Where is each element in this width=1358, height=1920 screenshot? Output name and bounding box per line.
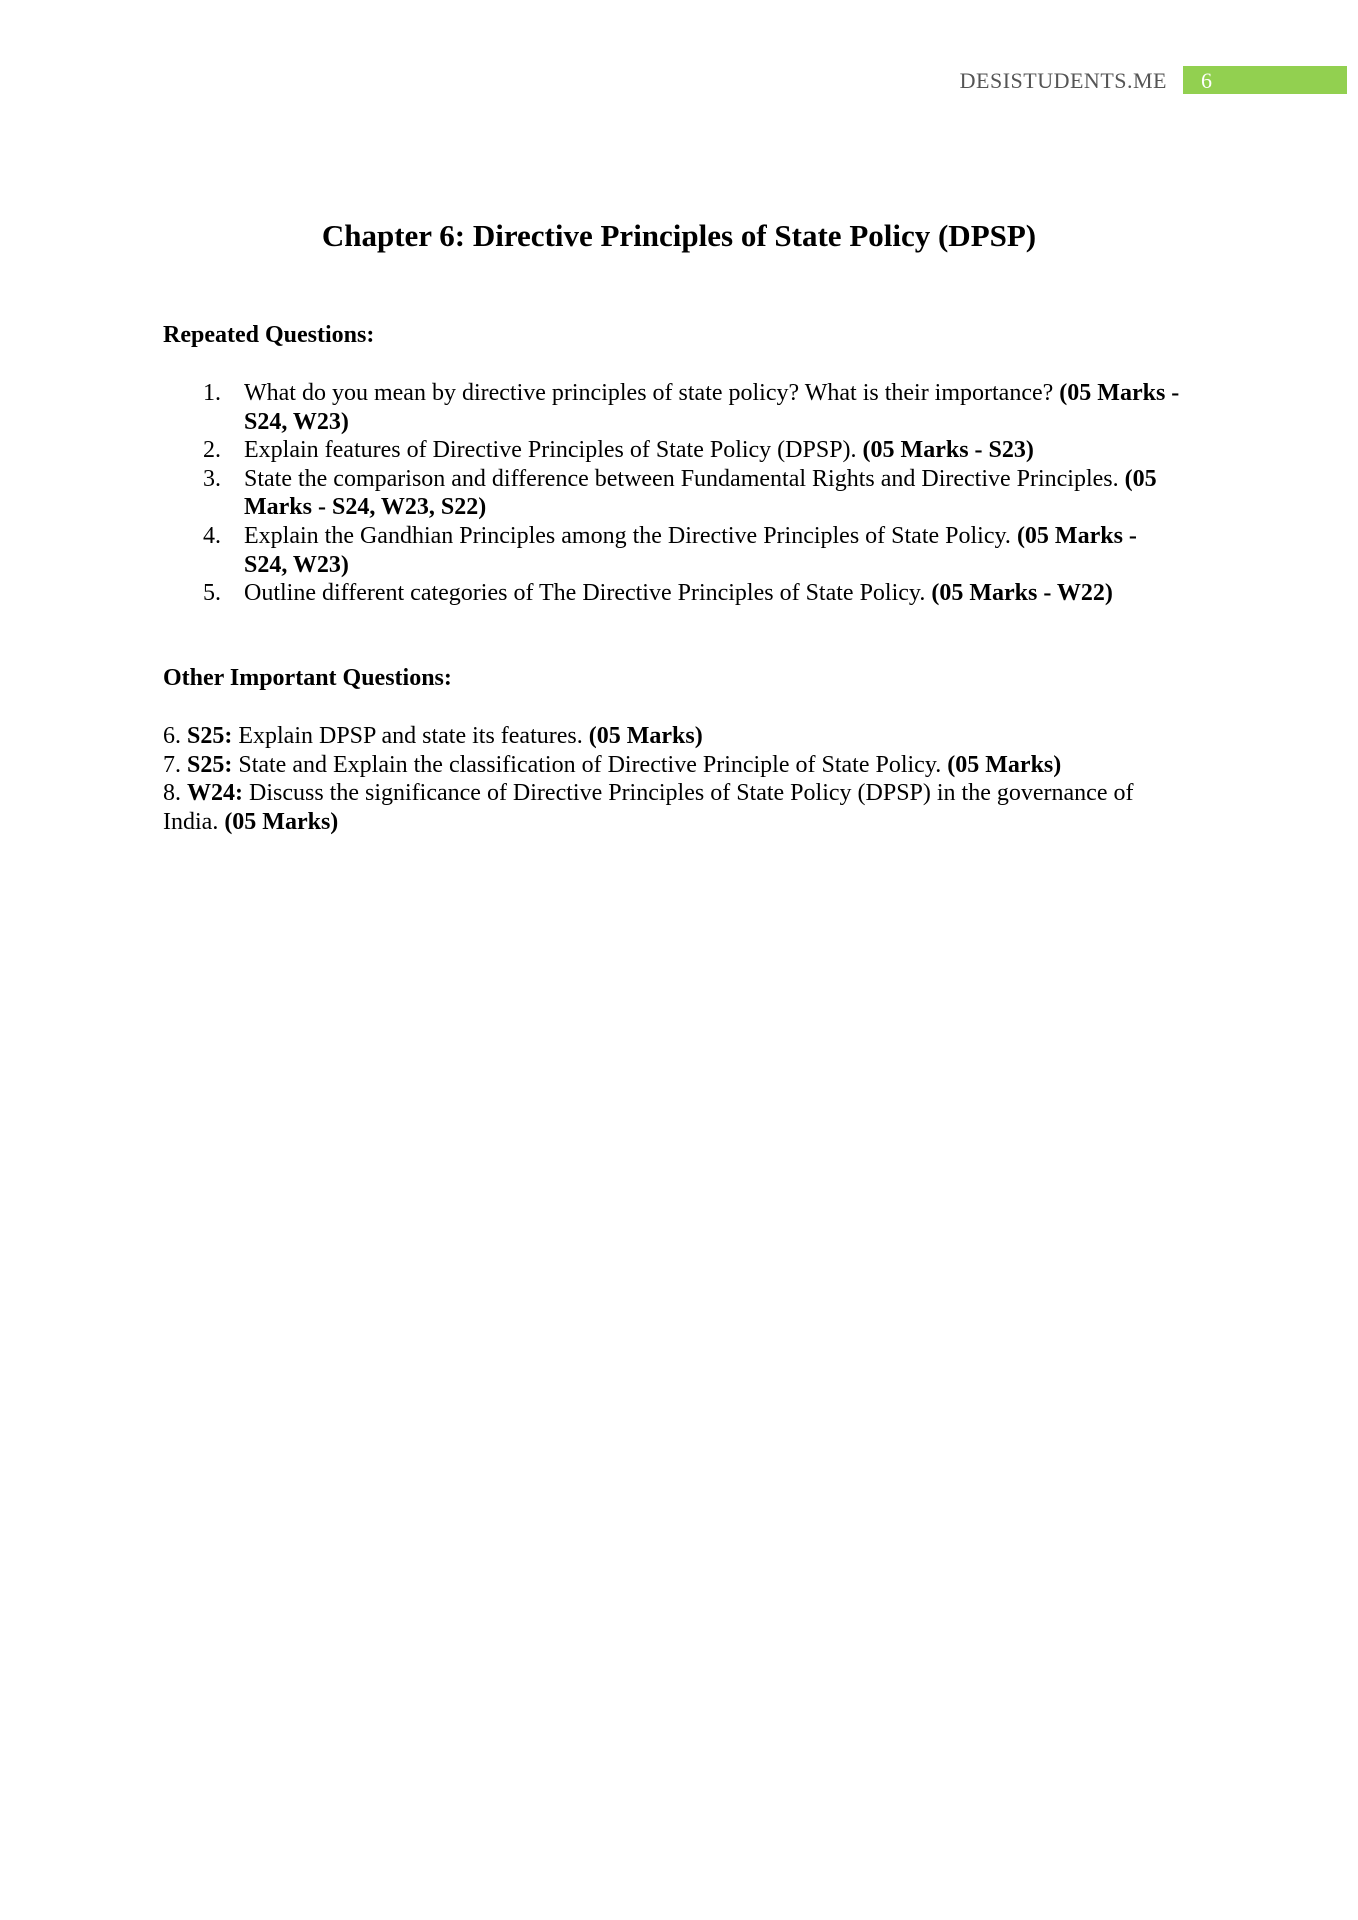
question-marks: (05 Marks) (588, 723, 703, 749)
list-item (163, 751, 1183, 780)
chapter-title: Chapter 6: Directive Principles of State Policy (DPSP) (321, 218, 1037, 253)
question-text: Explain the Gandhian Principles among the Directive Principles of State Policy. (244, 522, 1017, 549)
page-header (0, 66, 1358, 98)
question-text: Explain features of Directive Principles of State Policy (DPSP). (244, 437, 863, 464)
other-questions-heading: Other Important Questions: (163, 665, 452, 691)
list-item (163, 579, 1183, 608)
list-item (163, 465, 1183, 522)
exam-code: S25: (187, 751, 233, 778)
question-marks: (05 Marks - S24, W23, S22) (244, 465, 1157, 521)
question-text: State and Explain the classification of Directive Principle of State Policy. (232, 751, 948, 778)
list-item (163, 522, 1183, 579)
list-item (163, 779, 1183, 836)
repeated-questions-list (163, 379, 1183, 608)
question-marks: (05 Marks - S24, W23) (244, 522, 1137, 578)
list-item (163, 436, 1183, 465)
exam-code: S25: (187, 723, 233, 749)
item-number: 2. (203, 437, 221, 464)
question-text: Explain DPSP and state its features. (232, 723, 589, 749)
other-questions-list (163, 722, 1183, 836)
item-number: 7. (163, 751, 187, 778)
site-name: DESISTUDENTS.ME (959, 68, 1167, 93)
item-number: 8. (163, 780, 187, 807)
list-item (163, 722, 1183, 751)
question-marks: (05 Marks) (947, 751, 1062, 778)
item-number: 6. (163, 723, 187, 749)
item-number: 4. (203, 522, 221, 549)
item-number: 5. (203, 580, 221, 607)
repeated-questions-heading: Repeated Questions: (163, 322, 375, 348)
question-text: Discuss the significance of Directive Principles of State Policy (DPSP) in the governance of India. (163, 780, 1134, 835)
page-number: 6 (1201, 68, 1212, 93)
question-marks: (05 Marks) (224, 808, 339, 835)
question-text: What do you mean by directive principles of state policy? What is their importance? (244, 380, 1060, 406)
list-item (163, 379, 1183, 436)
question-text: State the comparison and difference between Fundamental Rights and Directive Principles. (244, 465, 1125, 492)
question-marks: (05 Marks - S24, W23) (244, 380, 1180, 435)
item-number: 1. (203, 380, 221, 406)
question-text: Outline different categories of The Directive Principles of State Policy. (244, 580, 932, 607)
page-number-box (1183, 66, 1347, 94)
item-number: 3. (203, 465, 221, 492)
question-marks: (05 Marks - W22) (931, 580, 1113, 607)
question-marks: (05 Marks - S23) (862, 437, 1034, 464)
exam-code: W24: (187, 780, 243, 807)
